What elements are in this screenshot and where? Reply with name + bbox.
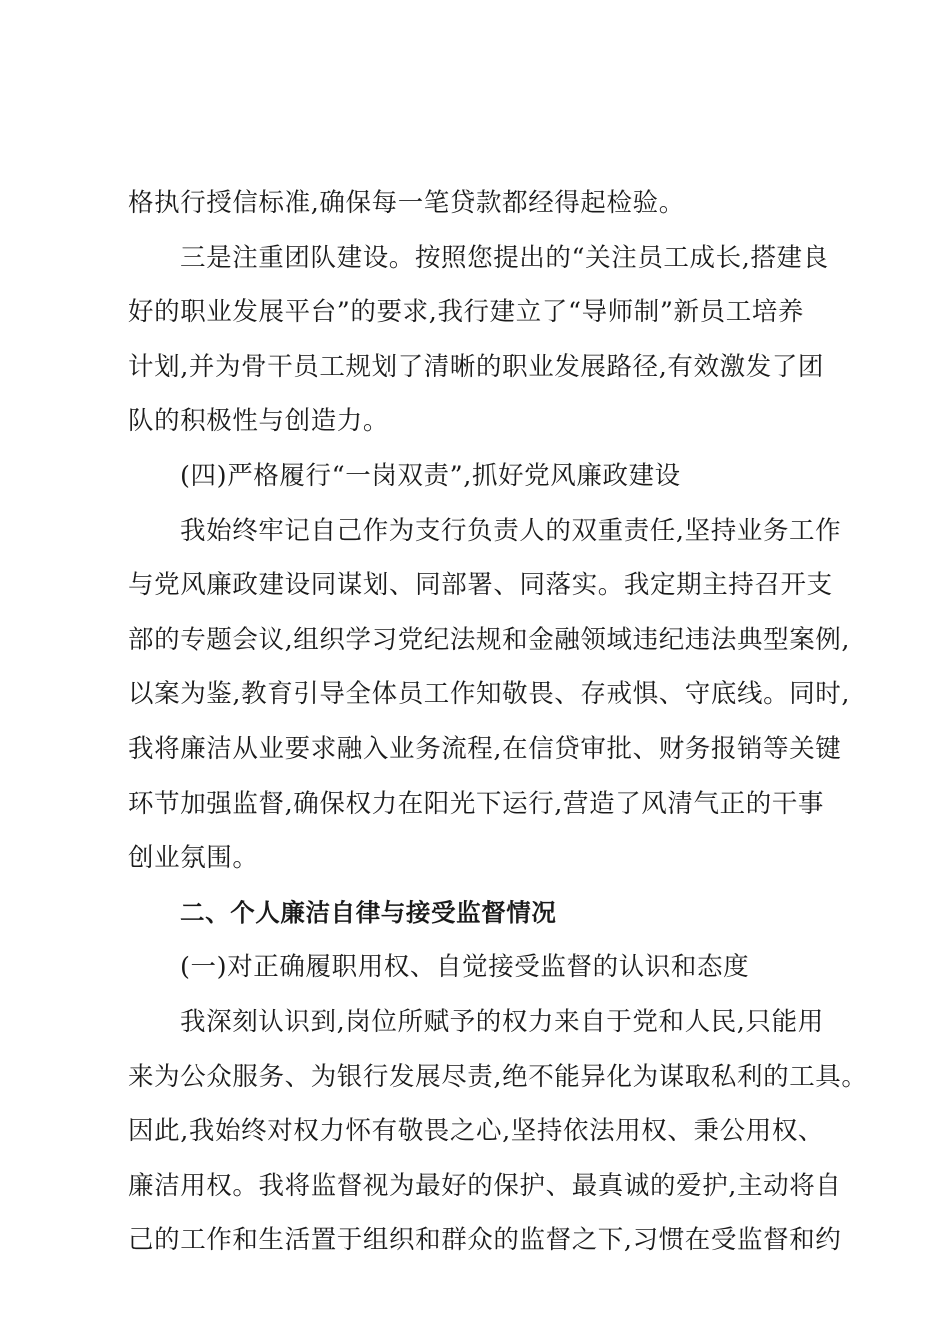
paragraph-first-line: 三是注重团队建设。按照您提出的“关注员工成长,搭建良 xyxy=(180,242,829,273)
text-line: 我将廉洁从业要求融入业务流程,在信贷审批、财务报销等关键 xyxy=(128,733,842,764)
paragraph-first-line: 我始终牢记自己作为支行负责人的双重责任,坚持业务工作 xyxy=(180,515,842,546)
text-line: 来为公众服务、为银行发展尽责,绝不能异化为谋取私利的工具。 xyxy=(128,1061,868,1092)
text-line: 环节加强监督,确保权力在阳光下运行,营造了风清气正的干事 xyxy=(128,788,825,819)
subheading-one: (一)对正确履职用权、自觉接受监督的认识和态度 xyxy=(180,952,750,983)
text-line: 部的专题会议,组织学习党纪法规和金融领域违纪违法典型案例, xyxy=(128,624,851,655)
text-line: 格执行授信标准,确保每一笔贷款都经得起检验。 xyxy=(128,188,685,218)
subheading-four: (四)严格履行“一岗双责”,抓好党风廉政建设 xyxy=(180,460,681,491)
text-line: 与党风廉政建设同谋划、同部署、同落实。我定期主持召开支 xyxy=(128,570,833,601)
section-heading-two: 二、个人廉洁自律与接受监督情况 xyxy=(180,897,557,927)
text-line: 创业氛围。 xyxy=(128,843,259,874)
paragraph-first-line: 我深刻认识到,岗位所赋予的权力来自于党和人民,只能用 xyxy=(180,1006,824,1037)
text-line: 以案为鉴,教育引导全体员工作知敬畏、存戒惧、守底线。同时, xyxy=(128,679,851,710)
text-line: 队的积极性与创造力。 xyxy=(128,406,390,437)
text-line: 好的职业发展平台”的要求,我行建立了“导师制”新员工培养 xyxy=(128,297,805,328)
document-body xyxy=(128,176,868,1268)
text-line: 计划,并为骨干员工规划了清晰的职业发展路径,有效激发了团 xyxy=(128,351,825,382)
text-line: 因此,我始终对权力怀有敬畏之心,坚持依法用权、秉公用权、 xyxy=(128,1116,825,1147)
text-line: 廉洁用权。我将监督视为最好的保护、最真诚的爱护,主动将自 xyxy=(128,1170,842,1201)
text-line: 己的工作和生活置于组织和群众的监督之下,习惯在受监督和约 xyxy=(128,1225,842,1256)
